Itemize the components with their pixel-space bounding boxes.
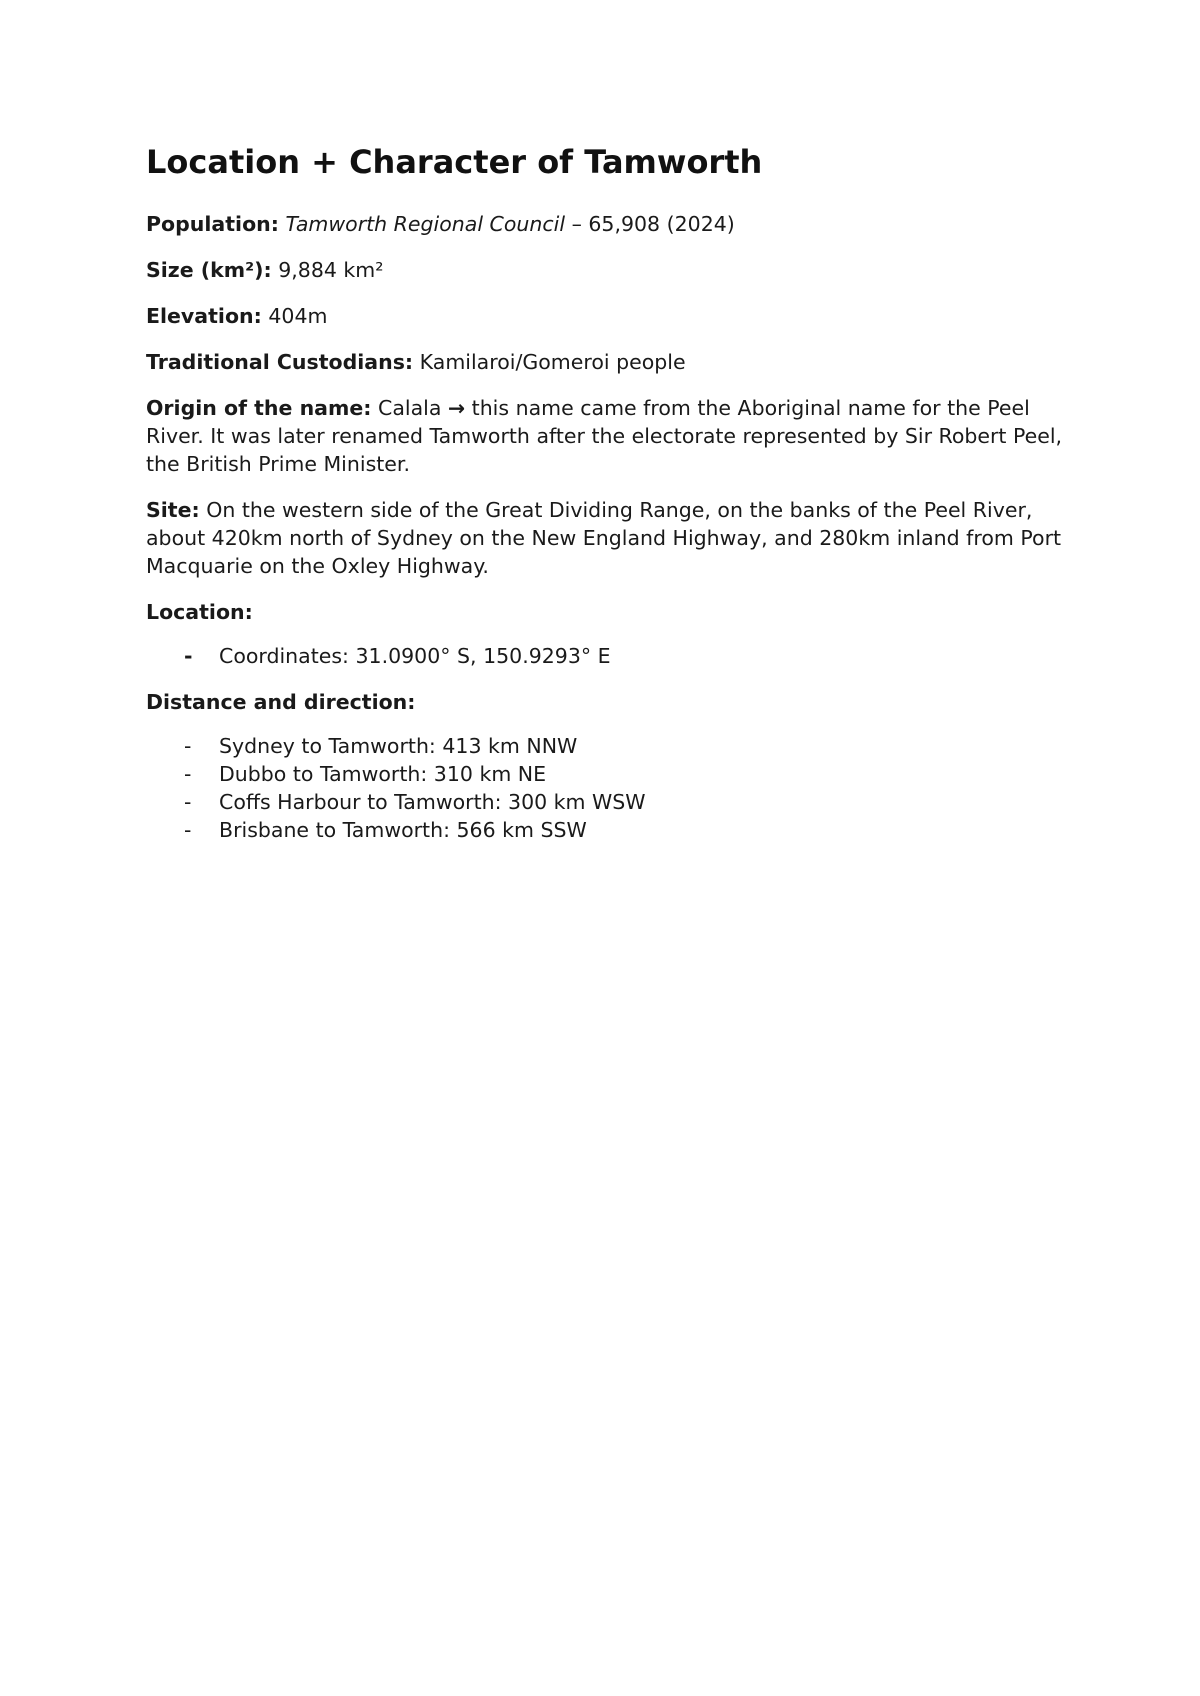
list-item	[146, 788, 1086, 816]
list-item	[146, 760, 1086, 788]
distance-sydney: Sydney to Tamworth: 413 km NNW	[219, 734, 578, 758]
page-title: Location + Character of Tamworth	[146, 143, 763, 181]
elevation-field	[146, 302, 1086, 330]
custodians-field	[146, 348, 1086, 376]
dash-bullet: -	[184, 762, 192, 786]
elevation-label: Elevation:	[146, 304, 262, 328]
distance-brisbane: Brisbane to Tamworth: 566 km SSW	[219, 818, 587, 842]
population-council: Tamworth Regional Council	[285, 212, 566, 236]
size-value: 9,884 km²	[278, 258, 384, 282]
document-page	[146, 140, 1086, 862]
list-item	[146, 732, 1086, 760]
list-item	[146, 816, 1086, 844]
custodians-value: Kamilaroi/Gomeroi people	[419, 350, 686, 374]
site-field	[146, 496, 1086, 580]
location-list	[146, 642, 1086, 670]
location-coordinates: Coordinates: 31.0900° S, 150.9293° E	[219, 644, 611, 668]
list-item	[146, 642, 1086, 670]
distance-coffs-harbour: Coffs Harbour to Tamworth: 300 km WSW	[219, 790, 646, 814]
distance-dubbo: Dubbo to Tamworth: 310 km NE	[219, 762, 547, 786]
distance-heading: Distance and direction:	[146, 690, 416, 714]
site-value: On the western side of the Great Dividing Range, on the banks of the Peel River, about 420km north of Sydney on the New England Highway, and 280km inland from Port Macquarie on the Oxley Highway.	[146, 498, 1062, 578]
distance-list	[146, 732, 1086, 844]
population-value: – 65,908 (2024)	[571, 212, 735, 236]
population-label: Population:	[146, 212, 279, 236]
dash-bullet: -	[184, 790, 192, 814]
origin-field	[146, 394, 1086, 478]
size-label: Size (km²):	[146, 258, 272, 282]
population-field	[146, 210, 1086, 238]
dash-bullet: -	[184, 644, 193, 668]
dash-bullet: -	[184, 734, 192, 758]
arrow-right-icon: →	[447, 396, 466, 420]
dash-bullet: -	[184, 818, 192, 842]
origin-label: Origin of the name:	[146, 396, 372, 420]
location-heading: Location:	[146, 600, 253, 624]
elevation-value: 404m	[268, 304, 328, 328]
origin-name: Calala	[378, 396, 442, 420]
origin-value: this name came from the Aboriginal name for the Peel River. It was later renamed Tamworth after the electorate represented by Sir Robert Peel, the British Prime Minister.	[146, 396, 1063, 476]
size-field	[146, 256, 1086, 284]
site-label: Site:	[146, 498, 200, 522]
custodians-label: Traditional Custodians:	[146, 350, 414, 374]
